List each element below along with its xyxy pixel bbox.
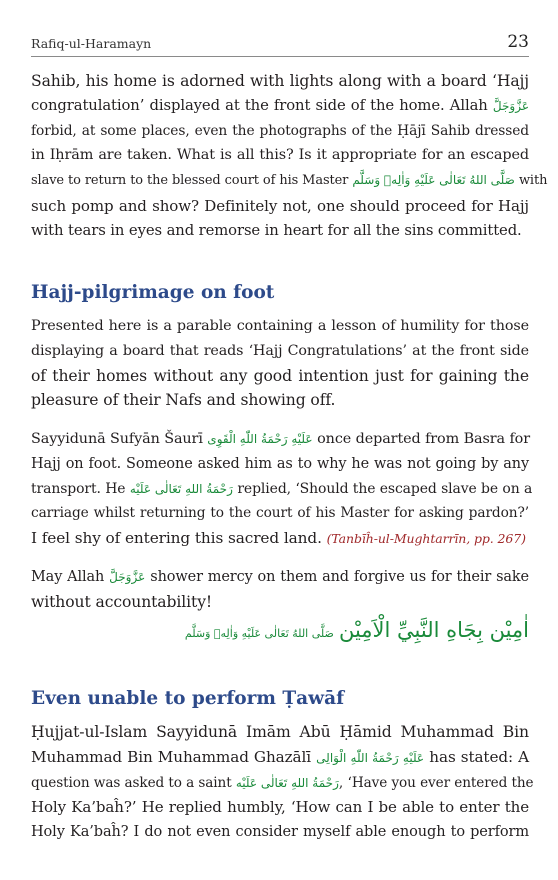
- text-line: Holy Ka’baĥ? I do not even consider myself able enough to perform: [31, 824, 529, 841]
- text-line: transport. He رَحْمَةُ اللهِ تَعَالٰى عَلَيْه replied, ‘Should the escaped slave be on a: [31, 480, 533, 497]
- text-line: carriage whilst returning to the court of his Master for asking pardon?’: [31, 505, 529, 522]
- text-line: Muhammad Bin Muhammad Ghazālī عَلَيْهِ رَحْمَةُ اللّٰهِ الْوَالِی has stated: A: [31, 747, 529, 766]
- paragraph-hajj-display: [31, 69, 548, 244]
- paragraph-prayer: [31, 565, 529, 615]
- paragraph-parable: [31, 314, 529, 413]
- text-line: such pomp and show? Definitely not, one should proceed for Hajj: [31, 196, 529, 215]
- text-line: question was asked to a saint رَحْمَةُ اللهِ تَعَالٰى عَلَيْه, ‘Have you ever entered the: [31, 774, 534, 791]
- arabic-honorific: رَحْمَةُ اللهِ تَعَالٰى عَلَيْه: [129, 481, 233, 496]
- arabic-honorific: عَلَيْهِ رَحْمَةُ اللّٰهِ الْوَالِی: [316, 750, 425, 765]
- text-line: Presented here is a parable containing a lesson of humility for those: [31, 318, 529, 334]
- arabic-salutation: صَلَّى اللهُ تَعَالٰى عَلَيْهِ وَاٰلِهٖ وَسَلَّم: [352, 173, 515, 188]
- arabic-honorific: رَحْمَةُ اللهِ تَعَالٰى عَلَيْه: [235, 775, 339, 790]
- text-line: May Allah عَزَّوَجَلَّ shower mercy on them and forgive us for their sake: [31, 569, 529, 585]
- book-page: [31, 0, 548, 880]
- book-title: Rafiq-ul-Haramayn: [31, 36, 152, 51]
- text-line: Hajj on foot. Someone asked him as to why he was not going by any: [31, 455, 529, 472]
- arabic-dua: [185, 618, 529, 642]
- text-line: congratulation’ displayed at the front side of the home. Allah عَزَّوَجَلَّ: [31, 96, 529, 114]
- running-head: [31, 34, 529, 57]
- text-line: forbid, at some places, even the photographs of the Ḥājī Sahib dressed: [31, 122, 529, 139]
- text-line: with tears in eyes and remorse in heart for all the sins committed.: [31, 221, 522, 239]
- arabic-honorific: عَلَيْهِ رَحْمَةُ اللّٰهِ الْقَوِی: [207, 432, 313, 446]
- paragraph-sufyan: [31, 427, 533, 552]
- text-line: in Iḥrām are taken. What is all this? Is it appropriate for an escaped: [31, 147, 529, 164]
- paragraph-ghazali: [31, 720, 534, 845]
- text-line: Sahib, his home is adorned with lights along with a board ‘Hajj: [31, 72, 529, 90]
- page-number: 23: [507, 32, 529, 52]
- text-line: of their homes without any good intention just for gaining the: [31, 366, 529, 385]
- section-heading: Hajj-pilgrimage on foot: [31, 282, 275, 303]
- text-line: slave to return to the blessed court of his Master صَلَّى اللهُ تَعَالٰى عَلَيْهِ وَاٰلِهٖ وَسَلَّم with: [31, 173, 548, 189]
- text-line: Holy Ka’baĥ?’ He replied humbly, ‘How can I be able to enter the: [31, 798, 529, 817]
- arabic-honorific: عَزَّوَجَلَّ: [492, 98, 529, 113]
- text-line: without accountability!: [31, 592, 213, 611]
- text-line: Sayyidunā Sufyān Šaurī عَلَيْهِ رَحْمَةُ اللّٰهِ الْقَوِی once departed from Basra for: [31, 431, 530, 447]
- text-line: I feel shy of entering this sacred land. (Tanbīĥ-ul-Mughtarrīn, pp. 267): [31, 529, 526, 548]
- text-line: pleasure of their Nafs and showing off.: [31, 391, 336, 410]
- text-line: displaying a board that reads ‘Hajj Congratulations’ at the front side: [31, 342, 529, 359]
- citation-reference: (Tanbīĥ-ul-Mughtarrīn, pp. 267): [326, 531, 526, 547]
- section-heading: Even unable to perform Ṭawāf: [31, 688, 345, 709]
- dua-salutation: صَلَّى اللهُ تَعَالٰى عَلَيْهِ وَاٰلِهٖ وَسَلَّم: [184, 627, 334, 640]
- dua-main-text: اٰمِيْن بِجَاهِ النَّبِيِّ الْاَمِيْن: [338, 618, 529, 642]
- arabic-honorific: عَزَّوَجَلَّ: [109, 570, 146, 584]
- text-line: Ḥujjat-ul-Islam Sayyidunā Imām Abū Ḥāmid Muhammad Bin: [31, 723, 529, 741]
